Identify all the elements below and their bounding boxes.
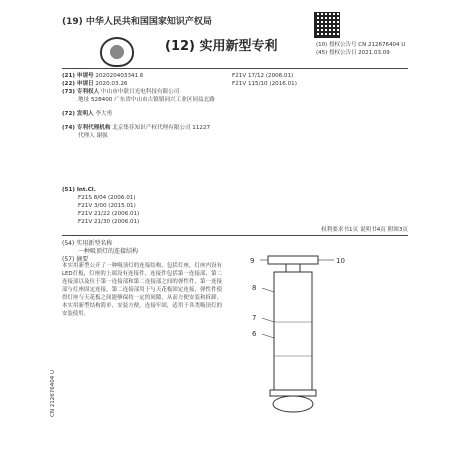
inventor: (72) 发明人 李大勇 (62, 111, 113, 117)
claims-note: 权利要求书1页 说明书4页 附图3页 (321, 227, 408, 233)
ipc-code-4: F21V 21/30 (2006.01) (78, 219, 140, 225)
lamp-shade (273, 396, 313, 412)
doc-type-title: (12) 实用新型专利 (165, 39, 278, 54)
fig-label-9: 9 (250, 257, 255, 265)
utility-name: 一种吸顶灯的连接结构 (78, 248, 139, 255)
ipc-right-2: F21V 115/10 (2016.01) (232, 81, 297, 87)
biblio-left (62, 72, 242, 140)
ipc-section (62, 186, 242, 226)
agent: 代理人 谢强 (78, 133, 108, 139)
address: 地址 528400 广东省中山市古镇镇同兴工业区同益北路 (78, 97, 215, 103)
abstract-label: (57) 摘要 (62, 256, 89, 263)
ipc-right-1: F21V 17/12 (2006.01) (232, 73, 294, 79)
application-date: (22) 申请日 2020.03.26 (62, 81, 128, 87)
ipc-code-1: F21S 8/04 (2006.01) (78, 195, 136, 201)
utility-name-label: (54) 实用新型名称 (62, 240, 113, 247)
fig-label-10: 10 (336, 257, 345, 265)
leader-8 (262, 288, 274, 292)
biblio-right (232, 72, 402, 88)
lamp-base-ring (270, 390, 316, 396)
patentee: (73) 专利权人 中山市中联日光电科技有限公司 (62, 89, 180, 95)
leader-6 (262, 334, 274, 338)
publication-info (316, 42, 405, 57)
side-publication-code: CN 212676404 U (50, 370, 56, 417)
ipc-code-2: F21V 3/00 (2015.01) (78, 203, 136, 209)
emblem-icon (100, 37, 134, 67)
biblio-divider (62, 235, 408, 236)
lamp-body (274, 272, 312, 390)
publication-number: (10) 授权公告号 CN 212676404 U (316, 42, 406, 48)
ceiling-plate (268, 256, 318, 264)
application-number: (21) 申请号 202020403341.6 (62, 73, 144, 79)
lamp-figure (240, 248, 360, 438)
ipc-code-3: F21V 21/22 (2006.01) (78, 211, 140, 217)
agency: (74) 专利代理机构 北京集佳知识产权代理有限公司 11227 (62, 125, 211, 131)
publication-date: (45) 授权公告日 2021.03.09 (316, 49, 390, 56)
office-header: (19) 中华人民共和国国家知识产权局 (62, 17, 212, 27)
ipc-label: (51) Int.Cl. (62, 187, 96, 193)
qr-code-icon (314, 12, 340, 38)
header-divider (62, 68, 408, 69)
fig-label-7: 7 (252, 314, 257, 322)
fig-label-8: 8 (252, 284, 257, 292)
abstract-text: 本实用新型公开了一种吸顶灯的连接结构，包括灯座，灯座内设有LED灯板，灯座的上端设有连接件，连接件包括第一连接部、第二连接部以及位于第一连接部和第二连接部之间的弹性件，第一连接部与灯座固定连接，第二连接部用于与天花板固定连接，弹性件使得灯座与天花板之间能够保持一定的间隙，从而方便安装和拆卸。本实用新型结构简单，安装方便，连接牢固，适用于各类吸顶灯的安装使用。 (62, 263, 222, 317)
fig-label-6: 6 (252, 330, 257, 338)
leader-7 (262, 318, 274, 322)
